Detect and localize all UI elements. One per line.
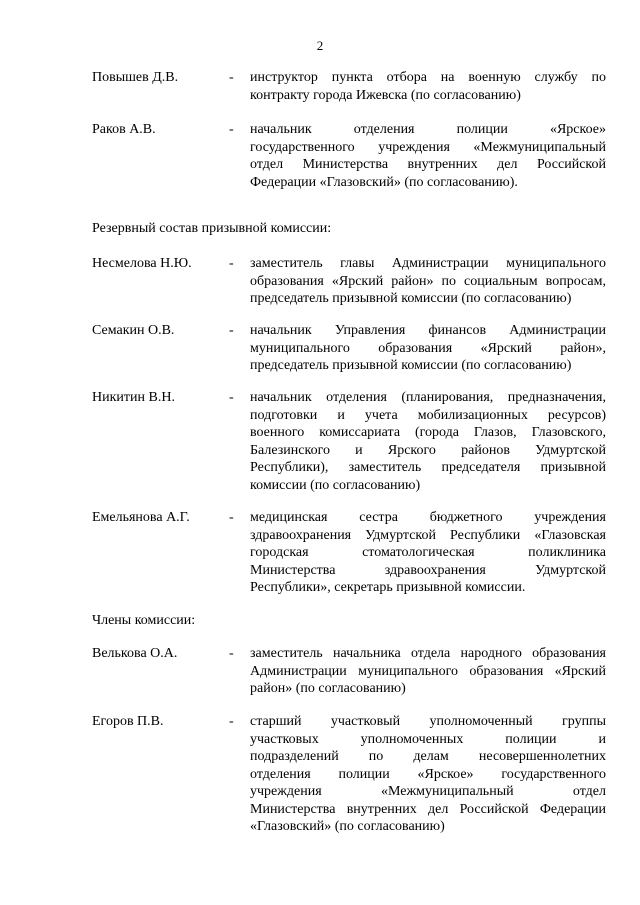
entry-dash: - xyxy=(229,510,234,525)
description-line: отделения полиции «Ярское» государственного xyxy=(250,766,606,782)
description-line: Администрации муниципального образования «Ярский xyxy=(250,663,606,679)
entry-nikitin xyxy=(92,389,610,497)
description-line: муниципального образования «Ярский район», xyxy=(250,340,606,356)
description-line: здравоохранения Удмуртской Республики «Глазовская xyxy=(250,527,606,543)
description-line: Республики), заместитель председателя призывной xyxy=(250,460,606,475)
entry-velkova xyxy=(92,645,610,699)
entry-dash: - xyxy=(229,70,234,85)
entry-description xyxy=(250,389,606,494)
description-line: Министерства внутренних дел Российской Федерации xyxy=(250,801,606,817)
reserve-heading: Резервный состав призывной комиссии: xyxy=(92,221,332,236)
description-line: Республики», секретарь призывной комиссии. xyxy=(250,580,526,595)
description-line: Федерации «Глазовский» (по согласованию). xyxy=(250,174,518,190)
entry-dash: - xyxy=(229,390,234,405)
entry-description xyxy=(250,713,606,836)
entry-nesmelova xyxy=(92,255,610,309)
description-line: заместитель главы Администрации муниципального xyxy=(250,256,606,271)
description-line: начальник отделения (планирования, предназначения, xyxy=(250,390,606,405)
entry-egorov xyxy=(92,713,610,839)
entry-name: Семакин О.В. xyxy=(92,323,175,338)
entry-description xyxy=(250,255,606,308)
description-line: инструктор пункта отбора на военную службу по xyxy=(250,70,606,85)
entry-description xyxy=(250,121,606,191)
entry-name: Раков А.В. xyxy=(92,122,156,137)
description-line: городская стоматологическая поликлиника xyxy=(250,545,606,560)
description-line: медицинская сестра бюджетного учреждения xyxy=(250,510,606,525)
entry-rakov xyxy=(92,121,610,193)
entry-emelyanova xyxy=(92,509,610,599)
members-heading: Члены комиссии: xyxy=(92,613,196,628)
entry-description xyxy=(250,645,606,698)
entry-dash: - xyxy=(229,323,234,338)
description-line: заместитель начальника отдела народного образования xyxy=(250,646,606,661)
description-line: учреждения «Межмуниципальный отдел xyxy=(250,784,606,799)
description-line: комиссии (по согласованию) xyxy=(250,477,421,493)
entry-name: Велькова О.А. xyxy=(92,646,178,661)
description-line: начальник Управления финансов Администрации xyxy=(250,323,606,338)
entry-dash: - xyxy=(229,256,234,271)
entry-description xyxy=(250,322,606,375)
entry-dash: - xyxy=(229,714,234,729)
entry-povyshev xyxy=(92,69,610,105)
entry-name: Никитин В.Н. xyxy=(92,390,175,405)
entry-name: Егоров П.В. xyxy=(92,714,164,729)
description-line: Балезинского и Ярского районов Удмуртской xyxy=(250,442,606,458)
entry-description xyxy=(250,509,606,597)
description-line: военного комиссариата (города Глазов, Глазовского, xyxy=(250,425,606,440)
description-line: образования «Ярский район» по социальным вопросам, xyxy=(250,273,606,289)
entry-dash: - xyxy=(229,122,234,137)
entry-name: Несмелова Н.Ю. xyxy=(92,256,192,271)
description-line: председатель призывной комиссии (по согласованию) xyxy=(250,358,572,373)
description-line: начальник отделения полиции «Ярское» xyxy=(250,122,606,137)
description-line: подготовки и учета мобилизационных ресурсов) xyxy=(250,407,606,423)
entry-semakin xyxy=(92,322,610,376)
description-line: председатель призывной комиссии (по согласованию) xyxy=(250,291,572,306)
entry-name: Емельянова А.Г. xyxy=(92,510,190,525)
description-line: контракту города Ижевска (по согласованию) xyxy=(250,87,521,103)
page-number: 2 xyxy=(316,38,324,53)
description-line: старший участковый уполномоченный группы xyxy=(250,714,606,729)
description-line: участковых уполномоченных полиции и xyxy=(250,731,606,747)
entry-description xyxy=(250,69,606,104)
description-line: подразделений по делам несовершеннолетних xyxy=(250,749,606,764)
description-line: государственного учреждения «Межмуниципальный xyxy=(250,139,606,155)
description-line: Министерства здравоохранения Удмуртской xyxy=(250,562,606,578)
description-line: «Глазовский» (по согласованию) xyxy=(250,819,445,834)
description-line: отдел Министерства внутренних дел Российской xyxy=(250,157,606,172)
entry-dash: - xyxy=(229,646,234,661)
entry-name: Повышев Д.В. xyxy=(92,70,179,85)
description-line: район» (по согласованию) xyxy=(250,681,406,696)
